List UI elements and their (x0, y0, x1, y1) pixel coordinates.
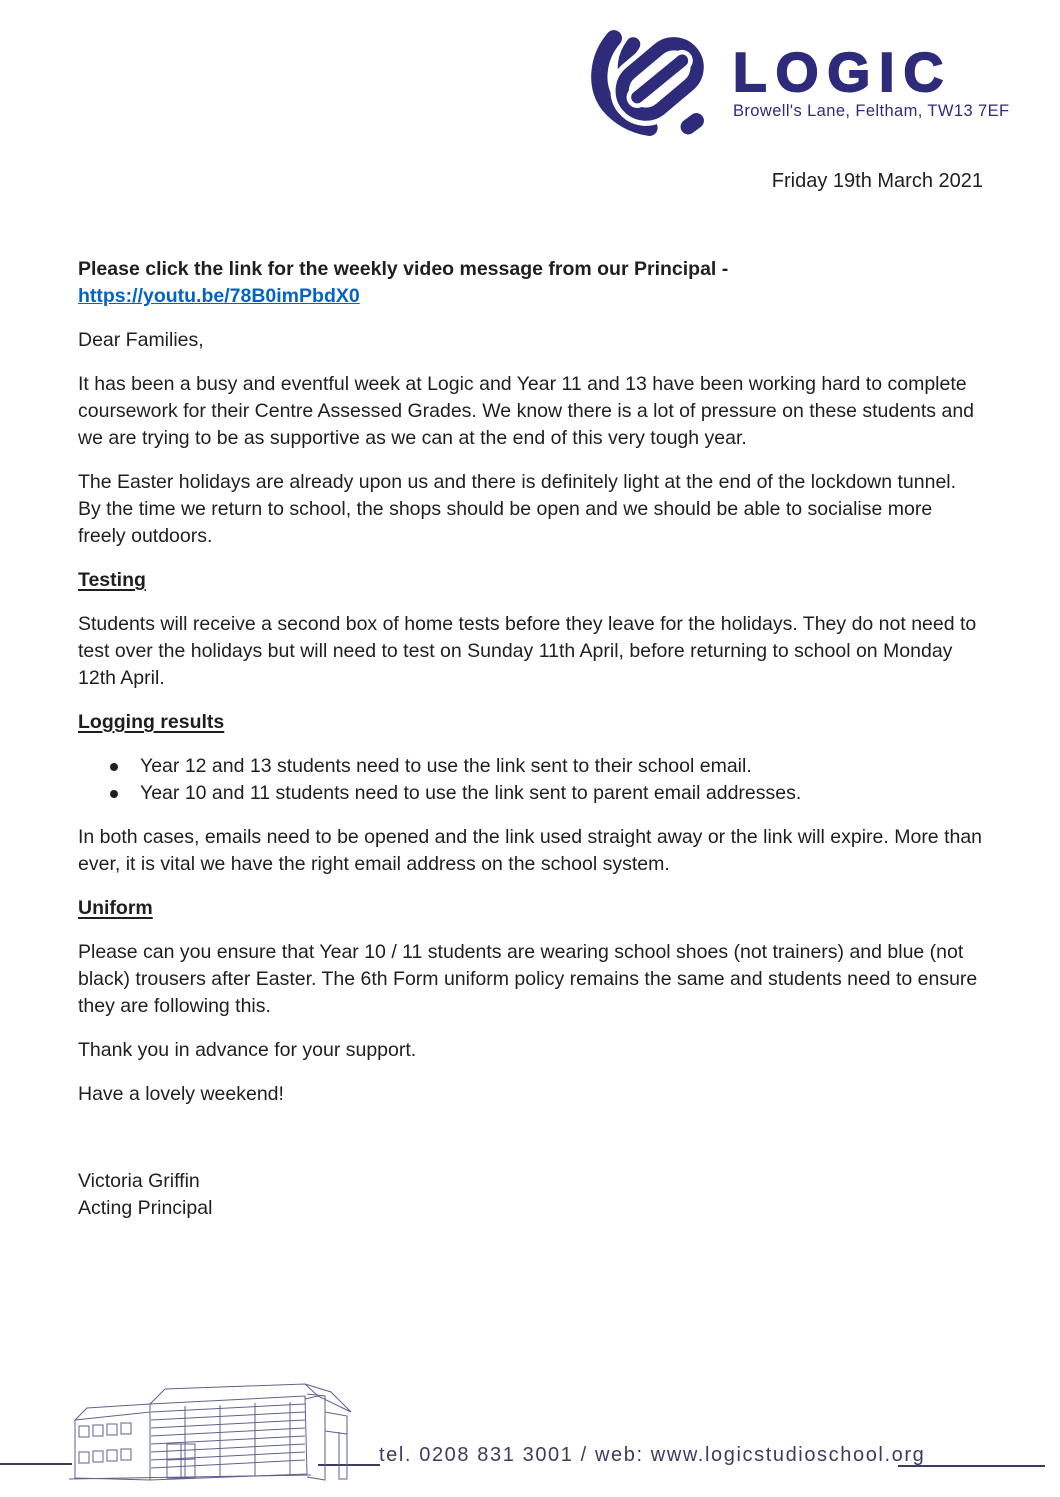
logging-bullet-list (78, 753, 984, 807)
paragraph-week-summary: It has been a busy and eventful week at Logic and Year 11 and 13 have been working hard to complete coursework for their Centre Assessed Grades. We know there is a lot of pressure on these students and we are trying to be as supportive as we can at the end of this very tough year. (78, 373, 975, 449)
salutation: Dear Families, (78, 329, 204, 351)
paragraph-testing: Students will receive a second box of home tests before they leave for the holidays. They do not need to test over the holidays but will need to test on Sunday 11th April, before returning to school on Monday 12th April. (78, 613, 977, 689)
paragraph-thanks: Thank you in advance for your support. (78, 1039, 417, 1061)
footer-contact: tel. 0208 831 3001 / web: www.logicstudioschool.org (379, 1444, 926, 1466)
paragraph-email-links: In both cases, emails need to be opened and the link used straight away or the link will expire. More than ever, it is vital we have the right email address on the school system. (78, 826, 983, 875)
brand-name: LOGIC (733, 41, 953, 103)
school-building-icon (55, 1382, 355, 1494)
logo-text-block (733, 41, 1010, 121)
principal-video-link[interactable]: https://youtu.be/78B0imPbdX0 (78, 285, 360, 307)
list-item: Year 12 and 13 students need to use the link sent to their school email. (78, 753, 984, 780)
intro-text: Please click the link for the weekly video message from our Principal - (78, 258, 729, 280)
heading-logging-results: Logging results (78, 711, 225, 733)
list-item: Year 10 and 11 students need to use the link sent to parent email addresses. (78, 780, 984, 807)
signature-block (78, 1168, 984, 1222)
logic-logo-icon (586, 26, 714, 138)
school-address: Browell's Lane, Feltham, TW13 7EF (733, 102, 1010, 120)
paragraph-signoff: Have a lovely weekend! (78, 1083, 284, 1105)
letter-date: Friday 19th March 2021 (771, 170, 983, 192)
heading-uniform: Uniform (78, 897, 153, 919)
paragraph-uniform: Please can you ensure that Year 10 / 11 students are wearing school shoes (not trainers) and blue (not black) trousers after Easter. The 6th Form uniform policy remains the same and students need to ensure they are following this. (78, 941, 978, 1017)
heading-testing: Testing (78, 569, 146, 591)
letter-body (78, 256, 984, 1222)
paragraph-easter: The Easter holidays are already upon us and there is definitely light at the end of the lockdown tunnel. By the time we return to school, the shops should be open and we should be able to socialise more freely outdoors. (78, 471, 957, 547)
signature-title: Acting Principal (78, 1197, 213, 1219)
intro-line (78, 256, 984, 310)
signature-name: Victoria Griffin (78, 1170, 200, 1192)
